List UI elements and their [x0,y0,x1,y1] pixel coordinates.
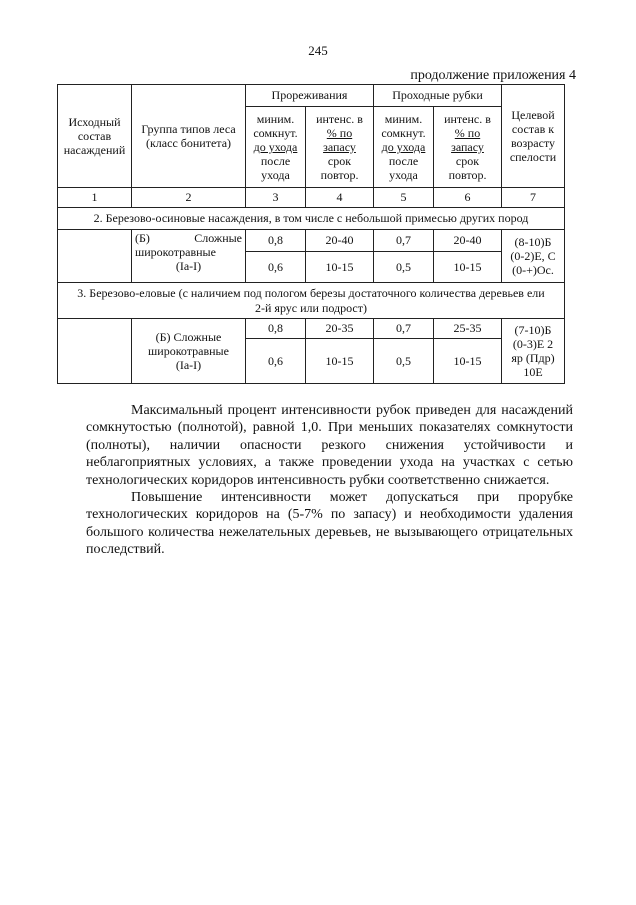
thinning-min-closure: 0,8 [246,230,306,252]
column-number: 3 [246,188,306,208]
group-label-line: широкотравные [135,245,216,260]
header-min-closure [246,107,306,188]
group-label-line: (Б) Сложные [155,329,222,344]
section-3-title [58,283,565,319]
thinning-min-closure: 0,8 [246,319,306,339]
header-min-closure-line: после [388,154,419,169]
header-min-closure-line: ухода [389,168,418,183]
target-line: (0-2)Е, С [510,248,556,263]
forest-type-group-cell [132,230,246,283]
header-intensity-line: интенс. в [444,111,491,126]
header-min-closure-line: миним. [256,111,295,126]
forestry-table [57,84,565,384]
initial-composition-cell [58,230,132,283]
header-thinning: Прореживания [246,85,374,107]
header-intensity-line: срок [327,154,352,169]
header-intensity-line: % по [326,125,353,140]
header-min-closure [374,107,434,188]
header-min-closure-line: ухода [261,168,290,183]
thinning-intensity: 20-40 [306,230,374,252]
continuation-label: продолжение приложения 4 [410,68,576,83]
header-min-closure-line: сомкнут. [381,125,426,140]
header-intensity-line: запасу [323,139,356,154]
group-label-line: широкотравные [148,343,229,358]
section-3-title-line: 2-й ярус или подрост) [255,300,367,315]
section-3-title-line: 3. Березово-еловые (с наличием под пологом березы достаточного количества деревьев ели [77,286,545,301]
header-intensity-line: интенс. в [316,111,363,126]
header-intensity-line: повтор. [320,168,359,183]
target-line: (7-10)Б [514,322,552,337]
column-number-row [58,188,565,208]
header-passage-cuttings: Проходные рубки [374,85,502,107]
paragraph-max-intensity: Максимальный процент интенсивности рубок приведен для насаждений сомкнутостью (полнотой), равной 1,0. При меньших показателях сомкнутости (полноты), наличии опасности резкого снижения устойчивости и неблагоприятных условиях, а также проведении ухода на участках с сетью технологических коридоров интенсивность рубки соответственно снижается. [86,403,573,488]
header-min-closure-line: после [260,154,291,169]
table-row [58,230,565,252]
target-line: (0-3)Е 2 [512,336,554,351]
header-intensity [434,107,502,188]
thinning-intensity: 10-15 [306,252,374,283]
header-min-closure-line: до ухода [253,139,298,154]
header-forest-type-group: Группа типов леса (класс бонитета) [132,85,246,188]
thinning-intensity: 20-35 [306,319,374,339]
target-composition-cell [502,319,565,384]
target-composition-cell [502,230,565,283]
group-label-part: Сложные [194,231,242,245]
section-2-title: 2. Березово-осиновые насаждения, в том числе с небольшой примесью других пород [58,208,565,230]
header-intensity-line: запасу [451,139,484,154]
column-number: 7 [502,188,565,208]
passage-min-closure: 0,5 [374,252,434,283]
passage-intensity: 25-35 [434,319,502,339]
header-intensity-line: % по [454,125,481,140]
header-min-closure-line: миним. [384,111,423,126]
passage-intensity: 10-15 [434,252,502,283]
table-row [58,319,565,339]
passage-intensity: 20-40 [434,230,502,252]
column-number: 6 [434,188,502,208]
header-intensity [306,107,374,188]
column-number: 4 [306,188,374,208]
target-line: 10Е [523,365,543,380]
forest-type-group-cell [132,319,246,384]
thinning-min-closure: 0,6 [246,252,306,283]
passage-min-closure: 0,5 [374,339,434,384]
header-initial-composition: Исходный состав насаждений [58,85,132,188]
column-number: 5 [374,188,434,208]
header-target-composition: Целевой состав к возрасту спелости [502,85,565,188]
passage-intensity: 10-15 [434,339,502,384]
column-number: 1 [58,188,132,208]
thinning-min-closure: 0,6 [246,339,306,384]
target-line: яр (Пдр) [511,351,555,365]
target-line: (0-+)Ос. [512,263,554,278]
passage-min-closure: 0,7 [374,319,434,339]
paragraph-increase-intensity: Повышение интенсивности может допускаться при прорубке технологических коридоров на (5-7% по запасу) и необходимости удаления большого количества нежелательных деревьев, не вызывающего отрицательных последствий. [86,490,573,558]
header-min-closure-line: сомкнут. [253,125,298,140]
column-number: 2 [132,188,246,208]
initial-composition-cell [58,319,132,384]
group-label-line [135,231,242,245]
header-intensity-line: срок [455,154,480,169]
thinning-intensity: 10-15 [306,339,374,384]
bonitet-label: (Iа-I) [175,358,202,373]
passage-min-closure: 0,7 [374,230,434,252]
header-min-closure-line: до ухода [381,139,426,154]
group-label-part: (Б) [135,231,150,245]
page-number: 245 [308,43,328,58]
header-intensity-line: повтор. [448,168,487,183]
target-line: (8-10)Б [514,234,552,249]
bonitet-label: (Iа-I) [175,259,202,274]
